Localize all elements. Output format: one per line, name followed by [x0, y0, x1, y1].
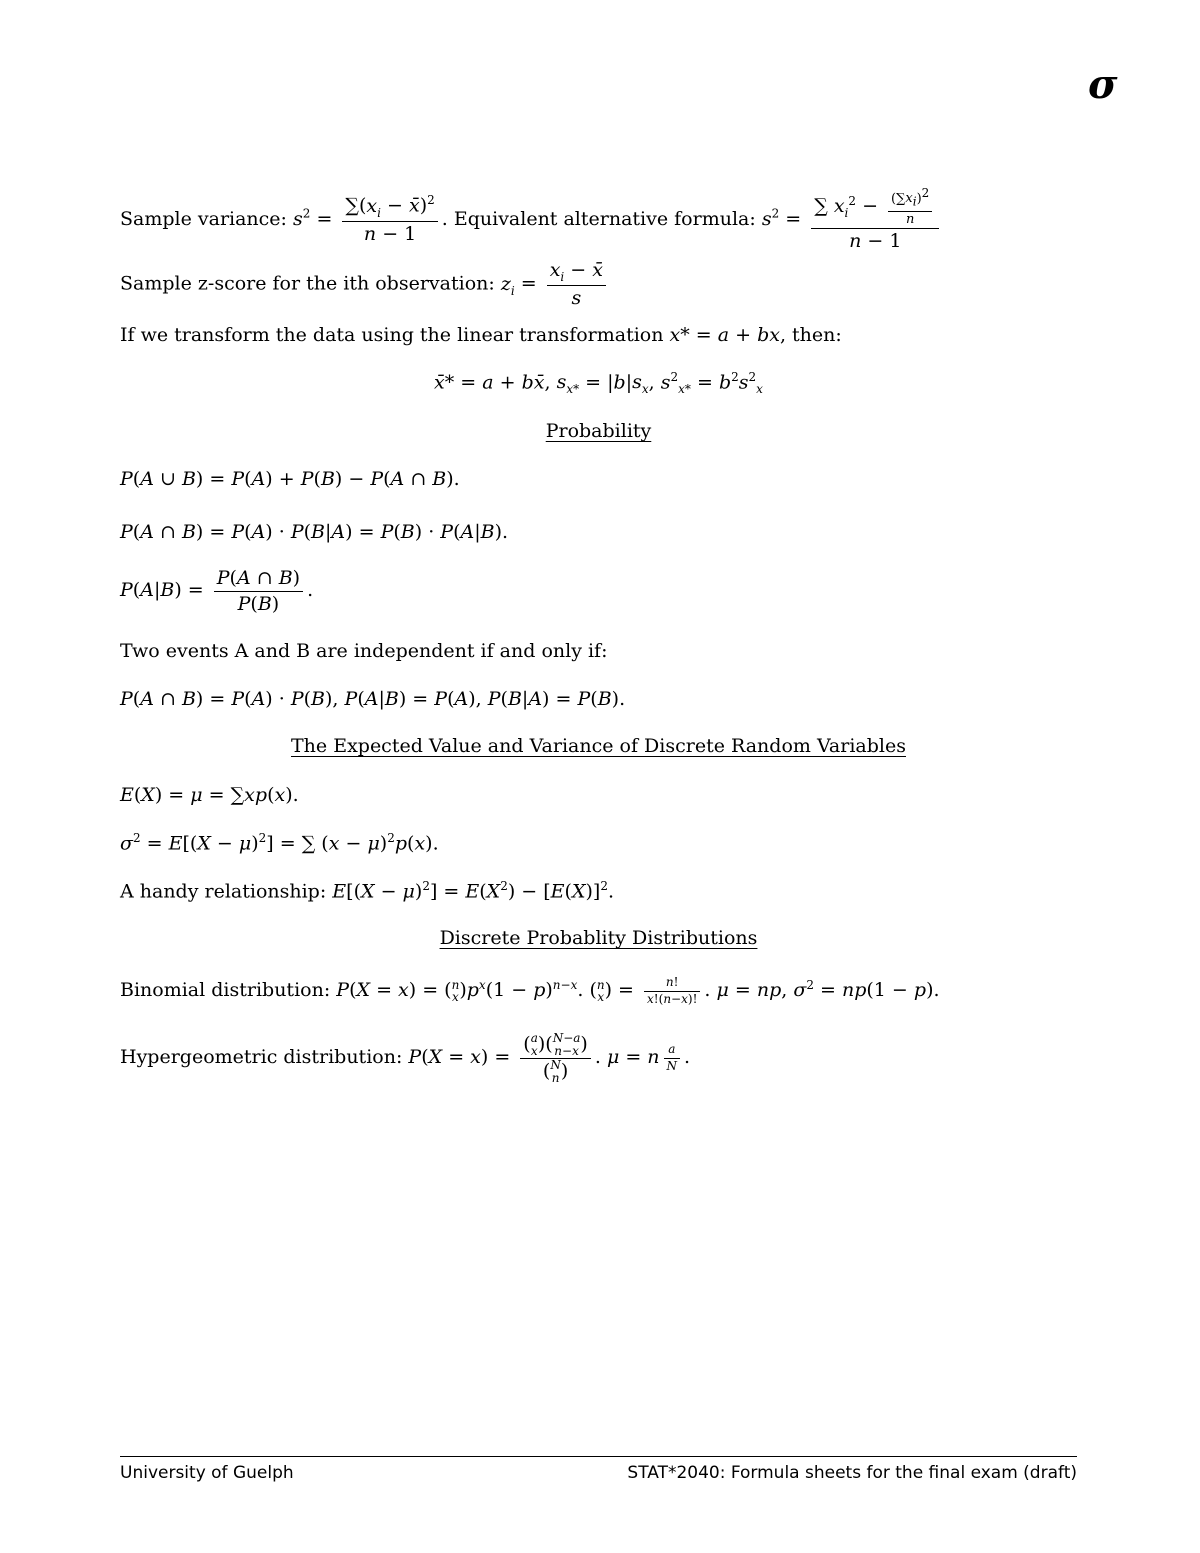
transform-result: x̄* = a + bx̄, $s_{x*} = |b|s_x$, $s^2_{x*} = b^2s^2_x$ — [434, 370, 763, 397]
zscore-label: Sample z-score for the ith observation: — [120, 272, 495, 295]
alt-formula-label: Equivalent alternative formula: — [453, 208, 756, 231]
conditional-fraction: $\frac{P(A \cap B)}{P(B)}$ — [214, 566, 303, 616]
hypergeometric-fraction: (a x)(N−a n−x) (N n) — [520, 1032, 591, 1084]
footer-course: STAT*2040: Formula sheets for the final exam (draft) — [627, 1463, 1077, 1483]
svg-text:σ: σ — [1088, 64, 1118, 106]
handy-label: A handy relationship: — [120, 880, 327, 903]
probability-heading — [120, 420, 1077, 442]
expected-heading-text: The Expected Value and Variance of Discrete Random Variables — [291, 735, 906, 757]
footer-rule — [120, 1456, 1077, 1457]
probability-heading-text: Probability — [545, 420, 652, 442]
sample-variance-line: Sample variance: $s^2$ = $\frac{\sum(x_i - x̄)^2}{n - 1}$ . Equivalent alternative formula: $s^2$ = ∑ $x_i^2$ − $\frac{(\sum x_i)^2}{n}$ n − 1 — [120, 186, 1077, 254]
expected-heading — [120, 735, 1077, 757]
variance-fraction: $\frac{\sum(x_i - x̄)^2}{n - 1}$ — [342, 193, 437, 246]
binomial-label: Binomial distribution: — [120, 979, 331, 1002]
discrete-heading — [120, 927, 1077, 949]
independence-label: Two events A and B are independent if and only if: — [120, 640, 608, 662]
zscore-fraction: $\frac{x_i - x̄}{s}$ — [547, 258, 606, 311]
binomial-coefficient: $\frac{n!}{x!(n-x)!}$ — [644, 975, 700, 1007]
independence-rule: P(A ∩ B) = P(A) · P(B), P(A|B) = P(A), P(B|A) = P(B). — [120, 688, 626, 710]
transform-label: If we transform the data using the linear transformation — [120, 324, 664, 346]
transform-tail: , then: — [779, 324, 842, 346]
footer-university: University of Guelph — [120, 1463, 294, 1483]
binomial-line: Binomial distribution: P(X = x) = (n $x)p^x(1 - p)^{n-x}$. (n x) = $\frac{n!}{x!(n-x)!}$ . μ = np, $\sigma^2 = np(1 - p)$. — [120, 975, 940, 1006]
variance-label: Sample variance: — [120, 208, 287, 231]
expected-value-formula: E(X) = μ = ∑xp(x). — [120, 784, 299, 806]
variance-formula: $\sigma^2 = E[(X - \mu)^2]$ = ∑ $(x - \mu)^2p(x)$. — [120, 831, 439, 855]
multiplication-rule: P(A ∩ B) = P(A) · P(B|A) = P(B) · P(A|B). — [120, 521, 509, 543]
formula-page — [120, 0, 1077, 1553]
conditional-rule: P(A|B) = $\frac{P(A \cap B)}{P(B)}$ . — [120, 567, 314, 615]
alt-variance-fraction: ∑ $x_i^2$ − $\frac{(\sum x_i)^2}{n}$ n − 1 — [811, 186, 939, 254]
zscore-line: Sample z-score for the ith observation: $z_i$ = $\frac{x_i - x̄}{s}$ — [120, 258, 1077, 311]
hypergeometric-line: Hypergeometric distribution: P(X = x) = (a x)(N−a n−x) (N n) . μ = n $\frac{a}{N}$ . — [120, 1031, 691, 1085]
independence-text — [120, 639, 1077, 664]
transform-line: If we transform the data using the linear transformation x* = a + bx, then: — [120, 324, 842, 346]
handy-relationship: A handy relationship: $E[(X - \mu)^2] = E(X^2) - [E(X)]^2$. — [120, 879, 615, 903]
sigma-logo-icon — [1086, 64, 1128, 106]
union-rule: P(A ∪ B) = P(A) + P(B) − P(A ∩ B). — [120, 468, 460, 490]
hypergeometric-label: Hypergeometric distribution: — [120, 1046, 403, 1069]
discrete-heading-text: Discrete Probablity Distributions — [439, 927, 758, 949]
